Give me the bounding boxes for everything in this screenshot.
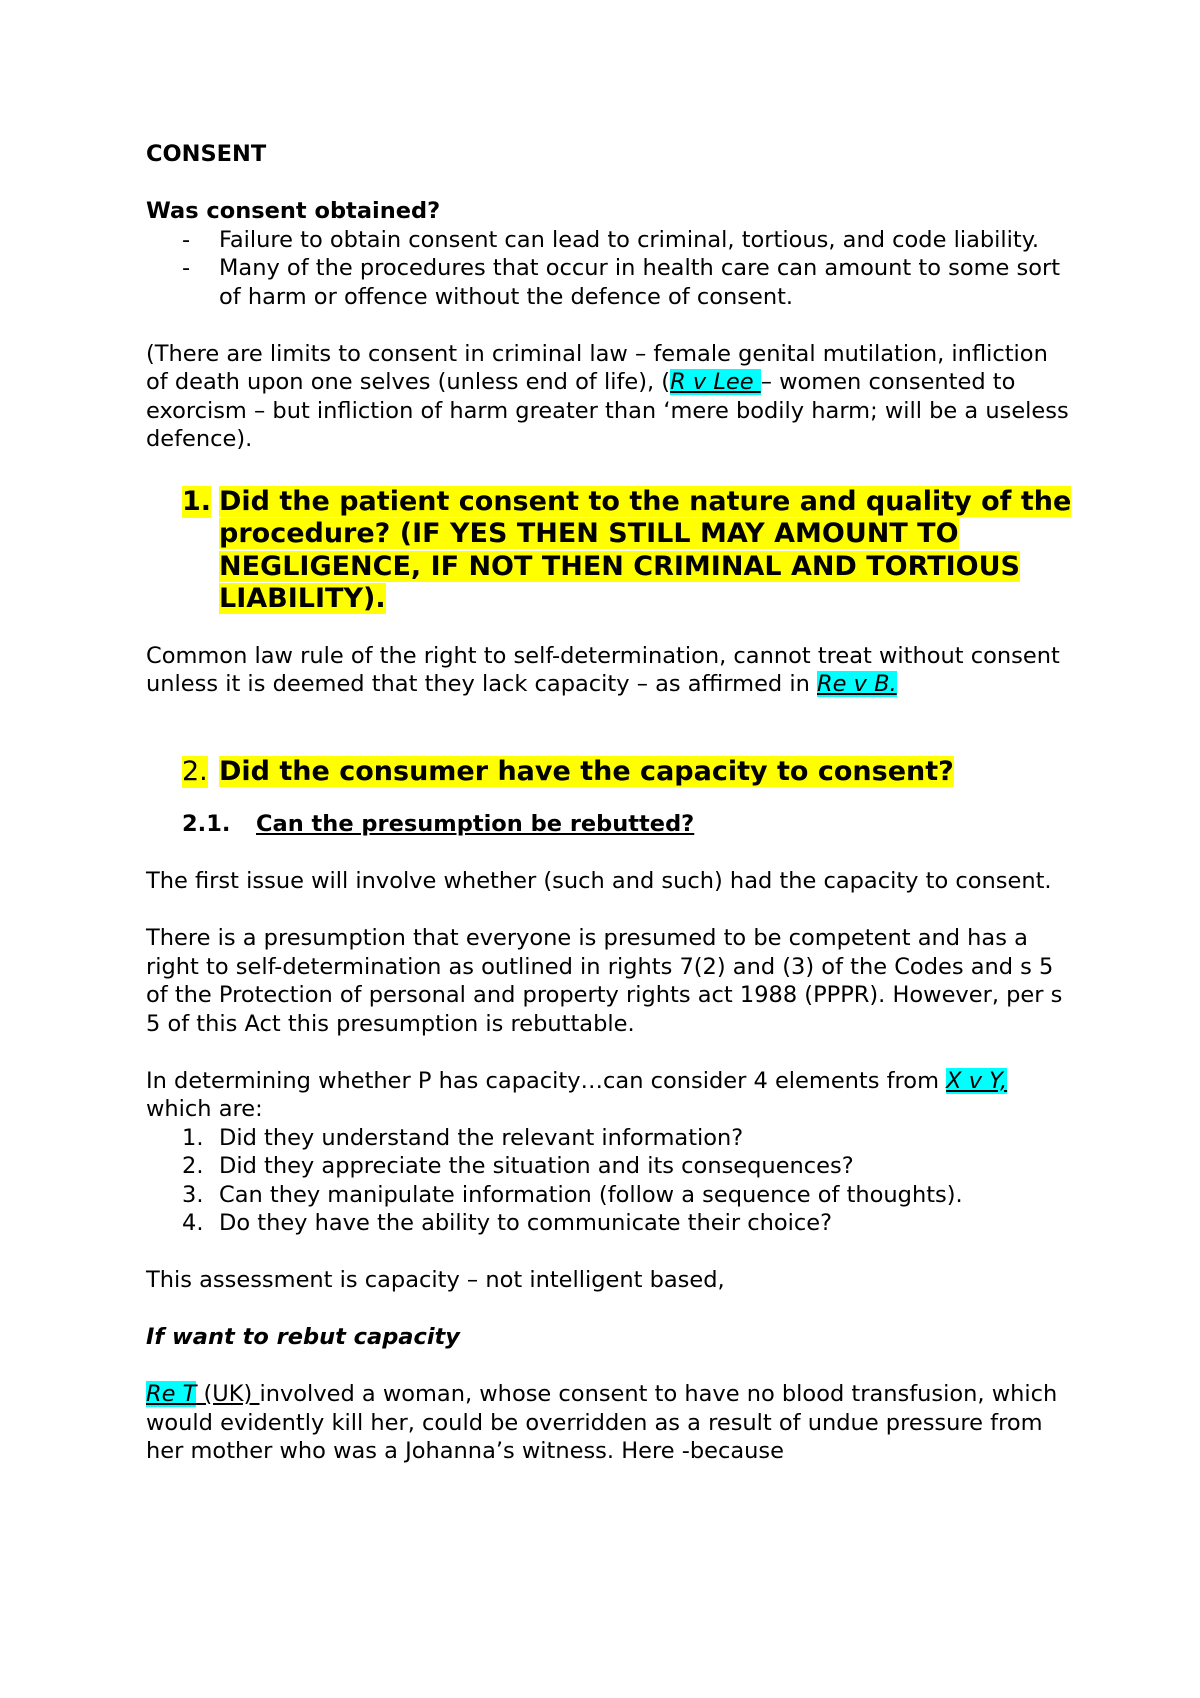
- subheading-2-1: [146, 810, 1076, 839]
- rebut-heading: If want to rebut capacity: [146, 1324, 460, 1350]
- text-run: which are:: [146, 1096, 263, 1122]
- bullet-text: Failure to obtain consent can lead to criminal, tortious, and code liability.: [219, 226, 1039, 253]
- text-run: Common law rule of the right to self-determination, cannot treat without consent unless it is deemed that they lack capacity – as affirmed in: [146, 642, 1060, 697]
- re-t-paragraph: [146, 1380, 1076, 1466]
- list-item: [146, 254, 1076, 311]
- dash-marker: -: [182, 255, 191, 281]
- document-page: [146, 140, 1076, 1466]
- subheading-text: Can the presumption be rebutted?: [256, 811, 695, 837]
- text-run: involved a woman, whose consent to have no blood transfusion, which would evidently kill her, could be overridden as a result of undue pressure from her mother who was a Johanna’s witness. Here -because: [146, 1381, 1058, 1464]
- list-text: Did they appreciate the situation and its consequences?: [219, 1153, 854, 1179]
- list-text: Did they understand the relevant information?: [219, 1124, 744, 1151]
- document-title: CONSENT: [146, 141, 267, 167]
- bullet-text: Many of the procedures that occur in health care can amount to some sort of harm or offence without the defence of consent.: [219, 255, 1061, 310]
- text-run: (There are limits to consent in criminal law – female genital mutilation, infliction of death upon one selves (unless end of life), (: [146, 340, 1048, 395]
- limits-paragraph: [146, 340, 1076, 454]
- text-run: In determining whether P has capacity…can consider 4 elements from: [146, 1067, 947, 1094]
- capacity-elements-list: [146, 1124, 1076, 1238]
- heading-question-1: [146, 486, 1076, 616]
- case-jurisdiction: (UK): [196, 1381, 260, 1407]
- heading-number: 2.: [182, 755, 208, 787]
- list-number: 1.: [182, 1124, 204, 1151]
- heading-number: 1.: [182, 485, 212, 517]
- list-item: [146, 1209, 1076, 1238]
- heading-text: Did the patient consent to the nature and quality of the procedure? (IF YES THEN STILL MAY AMOUNT TO NEGLIGENCE, IF NOT THEN CRIMINAL AND TORTIOUS LIABILITY).: [219, 485, 1072, 614]
- list-item: [146, 1181, 1076, 1210]
- first-issue-paragraph: The first issue will involve whether (such and such) had the capacity to consent.: [146, 868, 1052, 894]
- case-citation-r-v-lee: R v Lee: [670, 369, 761, 395]
- list-item: [146, 226, 1076, 255]
- dash-marker: -: [182, 226, 191, 253]
- list-number: 3.: [182, 1181, 204, 1208]
- assessment-paragraph: This assessment is capacity – not intelligent based,: [146, 1267, 725, 1293]
- presumption-paragraph: There is a presumption that everyone is presumed to be competent and has a right to self-determination as outlined in rights 7(2) and (3) of the Codes and s 5 of the Protection of personal and property rights act 1988 (PPPR). However, per s 5 of this Act this presumption is rebuttable.: [146, 925, 1063, 1037]
- list-number: 2.: [182, 1153, 204, 1179]
- common-law-paragraph: [146, 642, 1076, 699]
- list-item: [146, 1152, 1076, 1181]
- case-citation-re-t: Re T: [146, 1381, 197, 1407]
- case-citation-re-v-b: Re v B.: [817, 671, 897, 697]
- heading-question-2: [146, 756, 1076, 789]
- subheading-number: 2.1.: [182, 811, 231, 837]
- list-item: [146, 1124, 1076, 1153]
- list-number: 4.: [182, 1210, 204, 1236]
- text-run: – women consented to exorcism – but infliction of harm greater than ‘mere bodily harm; will be a useless defence).: [146, 369, 1069, 452]
- list-text: Do they have the ability to communicate their choice?: [219, 1210, 833, 1236]
- heading-text: Did the consumer have the capacity to consent?: [219, 755, 954, 787]
- section-question: Was consent obtained?: [146, 198, 441, 224]
- consent-bullet-list: [146, 226, 1076, 312]
- case-citation-x-v-y: X v Y,: [946, 1067, 1008, 1094]
- list-text: Can they manipulate information (follow a sequence of thoughts).: [219, 1181, 963, 1208]
- determining-paragraph: [146, 1067, 1076, 1124]
